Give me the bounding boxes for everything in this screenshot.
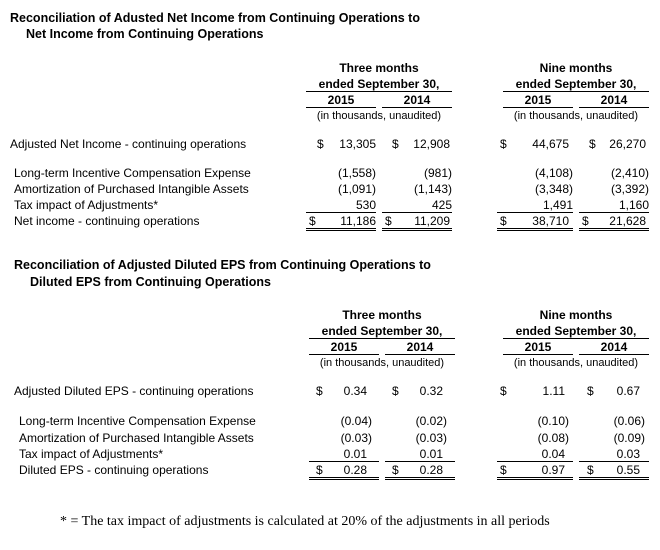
total-double-rule — [382, 228, 452, 229]
footnote: * = The tax impact of adjustments is calculated at 20% of the adjustments in all periods — [60, 514, 550, 529]
table2-cell-n2015: 0.04 — [541, 447, 565, 461]
table2-year-rule — [385, 354, 455, 355]
table1-year-2014-9m: 2014 — [600, 93, 628, 107]
table2-units-3m: (in thousands, unaudited) — [319, 357, 445, 369]
table1-year-rule — [503, 107, 573, 108]
table2-year-2014-3m: 2014 — [406, 340, 434, 354]
currency-symbol: $ — [500, 463, 507, 477]
table1-year-2015-3m: 2015 — [327, 93, 355, 107]
table2-row-label: Adjusted Diluted EPS - continuing operations — [14, 384, 254, 398]
currency-symbol: $ — [587, 463, 594, 477]
subtotal-rule — [309, 461, 379, 462]
table1-cell-q2015: 530 — [355, 198, 376, 212]
currency-symbol: $ — [582, 214, 589, 228]
table1-cell-q2014: 425 — [431, 198, 452, 212]
currency-symbol: $ — [587, 384, 594, 398]
table1-cell-n2015: (3,348) — [534, 182, 573, 196]
table1-row-label: Long-term Incentive Compensation Expense — [14, 166, 251, 180]
table1-year-rule — [579, 107, 649, 108]
table2-units-9m: (in thousands, unaudited) — [513, 357, 639, 369]
table1-header-rule-3m — [306, 91, 452, 92]
table1-cell-q2015: (1,558) — [337, 166, 376, 180]
subtotal-rule — [306, 212, 376, 213]
table2-cell-q2014: 0.32 — [419, 384, 443, 398]
table1-cell-q2015: 13,305 — [339, 137, 376, 151]
table1-units-9m: (in thousands, unaudited) — [513, 110, 639, 122]
table1-title-line2: Net Income from Continuing Operations — [26, 27, 264, 41]
table1-header-three-months: Three months — [339, 61, 419, 75]
currency-symbol: $ — [385, 214, 392, 228]
currency-symbol: $ — [500, 137, 507, 151]
table2-year-rule — [503, 354, 573, 355]
table1-cell-q2014: 11,209 — [414, 214, 450, 228]
table2-cell-n2014: 0.03 — [616, 447, 640, 461]
table2-header-ended-9m: ended September 30, — [515, 324, 637, 338]
subtotal-rule — [382, 212, 452, 213]
total-double-rule — [497, 230, 573, 231]
table2-header-rule-9m — [503, 338, 649, 339]
table2-cell-n2015: 0.97 — [541, 463, 565, 477]
table2-row-label: Long-term Incentive Compensation Expense — [19, 414, 256, 428]
table2-cell-q2014: (0.02) — [415, 414, 447, 428]
table2-cell-q2015: 0.34 — [343, 384, 367, 398]
table2-title-line1: Reconciliation of Adjusted Diluted EPS from Continuing Operations to — [14, 258, 431, 272]
table1-row-label: Tax impact of Adjustments* — [14, 198, 159, 212]
table1-header-nine-months: Nine months — [539, 61, 613, 75]
table2-cell-q2014: (0.03) — [415, 431, 447, 445]
subtotal-rule — [497, 461, 573, 462]
total-double-rule — [579, 477, 649, 478]
table1-cell-n2015: 1,491 — [542, 198, 573, 212]
currency-symbol: $ — [317, 137, 324, 151]
table2-row-label: Tax impact of Adjustments* — [19, 447, 164, 461]
table1-cell-q2014: (981) — [423, 166, 452, 180]
total-double-rule — [579, 228, 649, 229]
table2-cell-q2015: (0.03) — [340, 431, 372, 445]
subtotal-rule — [579, 461, 649, 462]
total-double-rule — [385, 477, 455, 478]
table2-title-line2: Diluted EPS from Continuing Operations — [30, 275, 271, 289]
total-double-rule — [382, 230, 452, 231]
table2-cell-n2014: 0.55 — [616, 463, 640, 477]
total-double-rule — [579, 479, 649, 480]
currency-symbol: $ — [392, 384, 399, 398]
table2-header-nine-months: Nine months — [539, 308, 613, 322]
total-double-rule — [306, 228, 376, 229]
table1-cell-q2014: (1,143) — [413, 182, 452, 196]
currency-symbol: $ — [316, 384, 323, 398]
total-double-rule — [497, 479, 573, 480]
table1-year-2014-3m: 2014 — [403, 93, 431, 107]
table1-header-ended-9m: ended September 30, — [515, 77, 637, 91]
table2-cell-q2014: 0.28 — [419, 463, 443, 477]
table1-cell-q2015: 11,186 — [340, 214, 376, 228]
table2-cell-q2015: (0.04) — [340, 414, 372, 428]
table1-units-3m: (in thousands, unaudited) — [316, 110, 442, 122]
table2-cell-q2014: 0.01 — [419, 447, 443, 461]
table2-header-three-months: Three months — [342, 308, 422, 322]
table1-cell-n2014: 1,160 — [618, 198, 649, 212]
table2-cell-n2014: (0.09) — [613, 431, 645, 445]
total-double-rule — [309, 479, 379, 480]
table2-year-rule — [579, 354, 649, 355]
subtotal-rule — [385, 461, 455, 462]
currency-symbol: $ — [392, 137, 399, 151]
table2-cell-n2015: (0.10) — [537, 414, 569, 428]
table1-cell-n2014: (2,410) — [610, 166, 649, 180]
table2-row-label: Diluted EPS - continuing operations — [19, 463, 209, 477]
table1-cell-n2014: 21,628 — [609, 214, 646, 228]
table1-cell-n2015: 38,710 — [532, 214, 569, 228]
table2-year-2015-9m: 2015 — [524, 340, 552, 354]
total-double-rule — [579, 230, 649, 231]
table2-year-2014-9m: 2014 — [600, 340, 628, 354]
total-double-rule — [497, 228, 573, 229]
table2-year-rule — [309, 354, 379, 355]
table2-cell-n2015: (0.08) — [537, 431, 569, 445]
table1-header-rule-9m — [503, 91, 649, 92]
total-double-rule — [309, 477, 379, 478]
table1-cell-n2014: (3,392) — [610, 182, 649, 196]
table1-row-label: Amortization of Purchased Intangible Assets — [14, 182, 249, 196]
table2-year-2015-3m: 2015 — [330, 340, 358, 354]
table2-cell-n2015: 1.11 — [542, 384, 565, 398]
table2-header-ended-3m: ended September 30, — [321, 324, 443, 338]
table1-title-line1: Reconciliation of Adusted Net Income from Continuing Operations to — [10, 11, 420, 25]
table2-cell-n2014: 0.67 — [616, 384, 640, 398]
table1-year-rule — [382, 107, 452, 108]
table2-cell-q2015: 0.28 — [343, 463, 367, 477]
currency-symbol: $ — [309, 214, 316, 228]
table1-cell-n2014: 26,270 — [609, 137, 646, 151]
total-double-rule — [385, 479, 455, 480]
subtotal-rule — [497, 212, 573, 213]
table1-cell-n2015: (4,108) — [534, 166, 573, 180]
table1-cell-n2015: 44,675 — [532, 137, 569, 151]
table1-year-2015-9m: 2015 — [524, 93, 552, 107]
table2-cell-n2014: (0.06) — [613, 414, 645, 428]
currency-symbol: $ — [500, 384, 507, 398]
subtotal-rule — [579, 212, 649, 213]
table1-header-ended-3m: ended September 30, — [318, 77, 440, 91]
table2-cell-q2015: 0.01 — [343, 447, 367, 461]
table1-row-label: Net income - continuing operations — [14, 214, 200, 228]
currency-symbol: $ — [392, 463, 399, 477]
currency-symbol: $ — [500, 214, 507, 228]
table2-header-rule-3m — [309, 338, 455, 339]
table1-row-label: Adjusted Net Income - continuing operations — [10, 137, 247, 151]
currency-symbol: $ — [316, 463, 323, 477]
total-double-rule — [306, 230, 376, 231]
table1-year-rule — [306, 107, 376, 108]
currency-symbol: $ — [589, 137, 596, 151]
table1-cell-q2014: 12,908 — [413, 137, 450, 151]
table2-row-label: Amortization of Purchased Intangible Assets — [19, 431, 254, 445]
table1-cell-q2015: (1,091) — [337, 182, 376, 196]
total-double-rule — [497, 477, 573, 478]
